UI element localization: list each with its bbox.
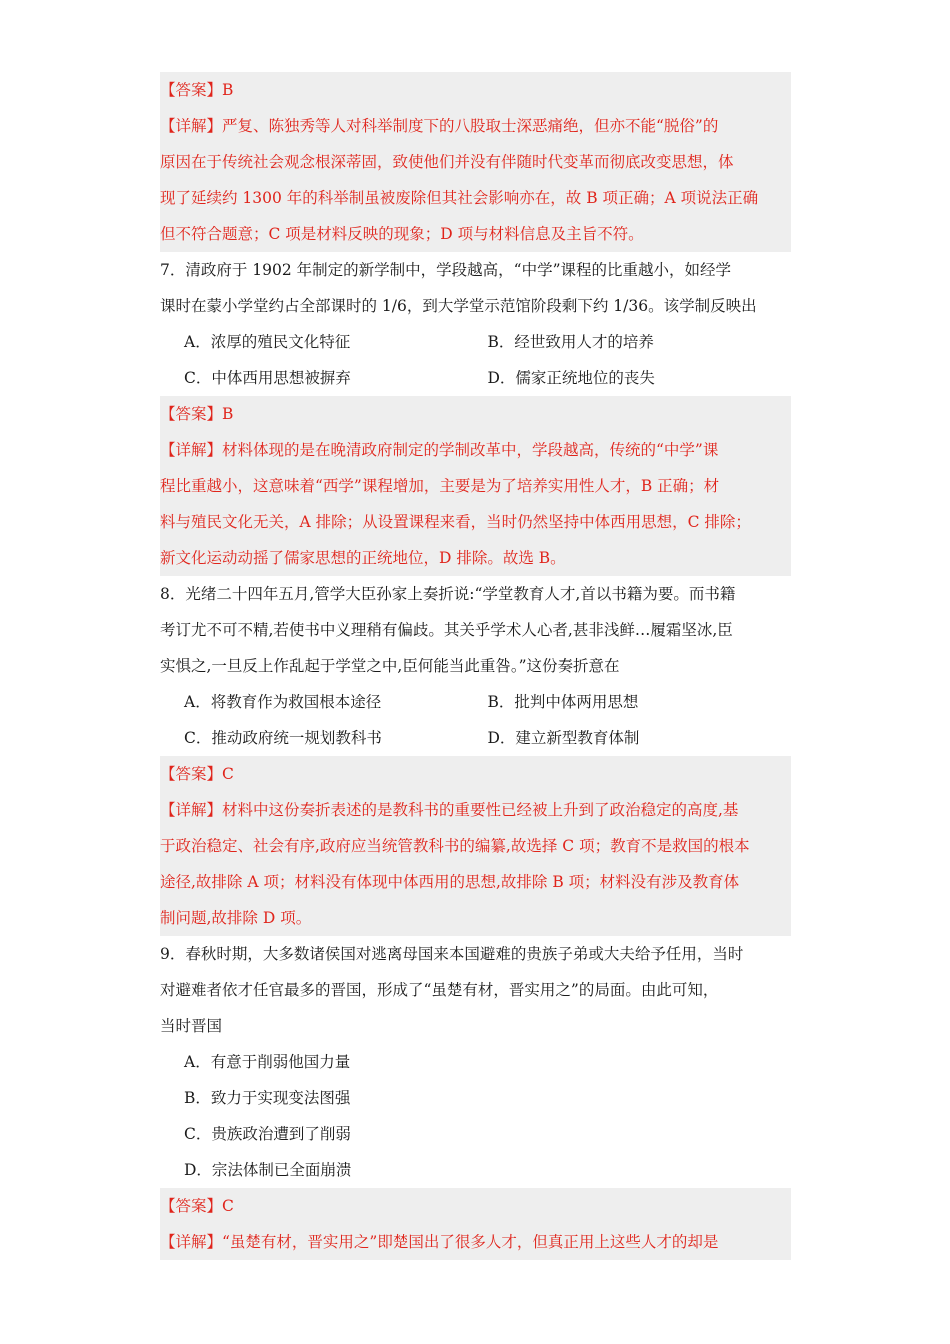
q9-options-row [160,1044,791,1080]
q6-detail-line: 但不符合题意；C 项是材料反映的现象；D 项与材料信息及主旨不符。 [160,216,791,252]
q8-option-d: D．建立新型教育体制 [487,729,640,747]
q8-answer: 【答案】C [160,756,791,792]
q9-stem-line: 当时晋国 [160,1017,223,1035]
q8-detail-line: 途径,故排除 A 项；材料没有体现中体西用的思想,故排除 B 项；材料没有涉及教育体 [160,864,791,900]
q7-answer: 【答案】B [160,396,791,432]
q7-detail-line: 新文化运动动摇了儒家思想的正统地位，D 排除。故选 B。 [160,540,791,576]
q6-detail-line: 原因在于传统社会观念根深蒂固，致使他们并没有伴随时代变革而彻底改变思想，体 [160,144,791,180]
q8-stem-line: 实惧之,一旦反上作乱起于学堂之中,臣何能当此重咎。”这份奏折意在 [160,657,620,675]
q7-detail-line: 【详解】材料体现的是在晚清政府制定的学制改革中，学段越高，传统的“中学”课 [160,432,791,468]
q9-options-row [160,1152,791,1188]
q9-option-d: D．宗法体制已全面崩溃 [184,1161,352,1179]
q9-detail-line: 【详解】“虽楚有材，晋实用之”即楚国出了很多人才，但真正用上这些人才的却是 [160,1224,791,1260]
q8-detail-line: 【详解】材料中这份奏折表述的是教科书的重要性已经被上升到了政治稳定的高度,基 [160,792,791,828]
q9-stem-line: 对避难者依才任官最多的晋国，形成了“虽楚有材，晋实用之”的局面。由此可知， [160,981,719,999]
q7-stem-line: 7．清政府于 1902 年制定的新学制中，学段越高，“中学”课程的比重越小，如经学 [160,261,732,279]
q8-option-a: A．将教育作为救国根本途径 [184,693,382,711]
q7-stem-line: 课时在蒙小学堂约占全部课时的 1/6，到大学堂示范馆阶段剩下约 1/36。该学制反映出 [160,297,757,315]
q7-option-b: B．经世致用人才的培养 [487,333,654,351]
q7-option-d: D．儒家正统地位的丧失 [487,369,655,387]
q8-detail-line: 制问题,故排除 D 项。 [160,900,791,936]
q9-option-a: A．有意于削弱他国力量 [184,1053,351,1071]
q8-options-row [160,684,791,720]
q7-detail-line: 程比重越小，这意味着“西学”课程增加，主要是为了培养实用性人才，B 正确；材 [160,468,791,504]
q8-stem-line: 8．光绪二十四年五月,管学大臣孙家上奏折说:“学堂教育人才,首以书籍为要。而书籍 [160,585,736,603]
q6-answer: 【答案】B [160,72,791,108]
q9-stem-line: 9．春秋时期，大多数诸侯国对逃离母国来本国避难的贵族子弟或大夫给予任用，当时 [160,945,744,963]
q9-answer: 【答案】C [160,1188,791,1224]
q8-option-b: B．批判中体两用思想 [487,693,639,711]
q7-options-row [160,324,791,360]
q6-detail-line: 【详解】严复、陈独秀等人对科举制度下的八股取士深恶痛绝，但亦不能“脱俗”的 [160,108,791,144]
q7-option-c: C．中体西用思想被摒弃 [184,369,351,387]
document-page [160,72,791,1260]
q7-option-a: A．浓厚的殖民文化特征 [184,333,351,351]
q9-options-row [160,1116,791,1152]
q8-option-c: C．推动政府统一规划教科书 [184,729,382,747]
q7-options-row [160,360,791,396]
q8-detail-line: 于政治稳定、社会有序,政府应当统管教科书的编纂,故选择 C 项；教育不是救国的根本 [160,828,791,864]
q9-option-c: C．贵族政治遭到了削弱 [184,1125,351,1143]
q9-options-row [160,1080,791,1116]
q9-option-b: B．致力于实现变法图强 [184,1089,351,1107]
q8-stem-line: 考订尤不可不精,若使书中义理稍有偏歧。其关乎学术人心者,甚非浅鲜…履霜坚冰,臣 [160,621,733,639]
q8-options-row [160,720,791,756]
q6-detail-line: 现了延续约 1300 年的科举制虽被废除但其社会影响亦在，故 B 项正确；A 项说法正确 [160,180,791,216]
q7-detail-line: 料与殖民文化无关，A 排除；从设置课程来看，当时仍然坚持中体西用思想，C 排除； [160,504,791,540]
